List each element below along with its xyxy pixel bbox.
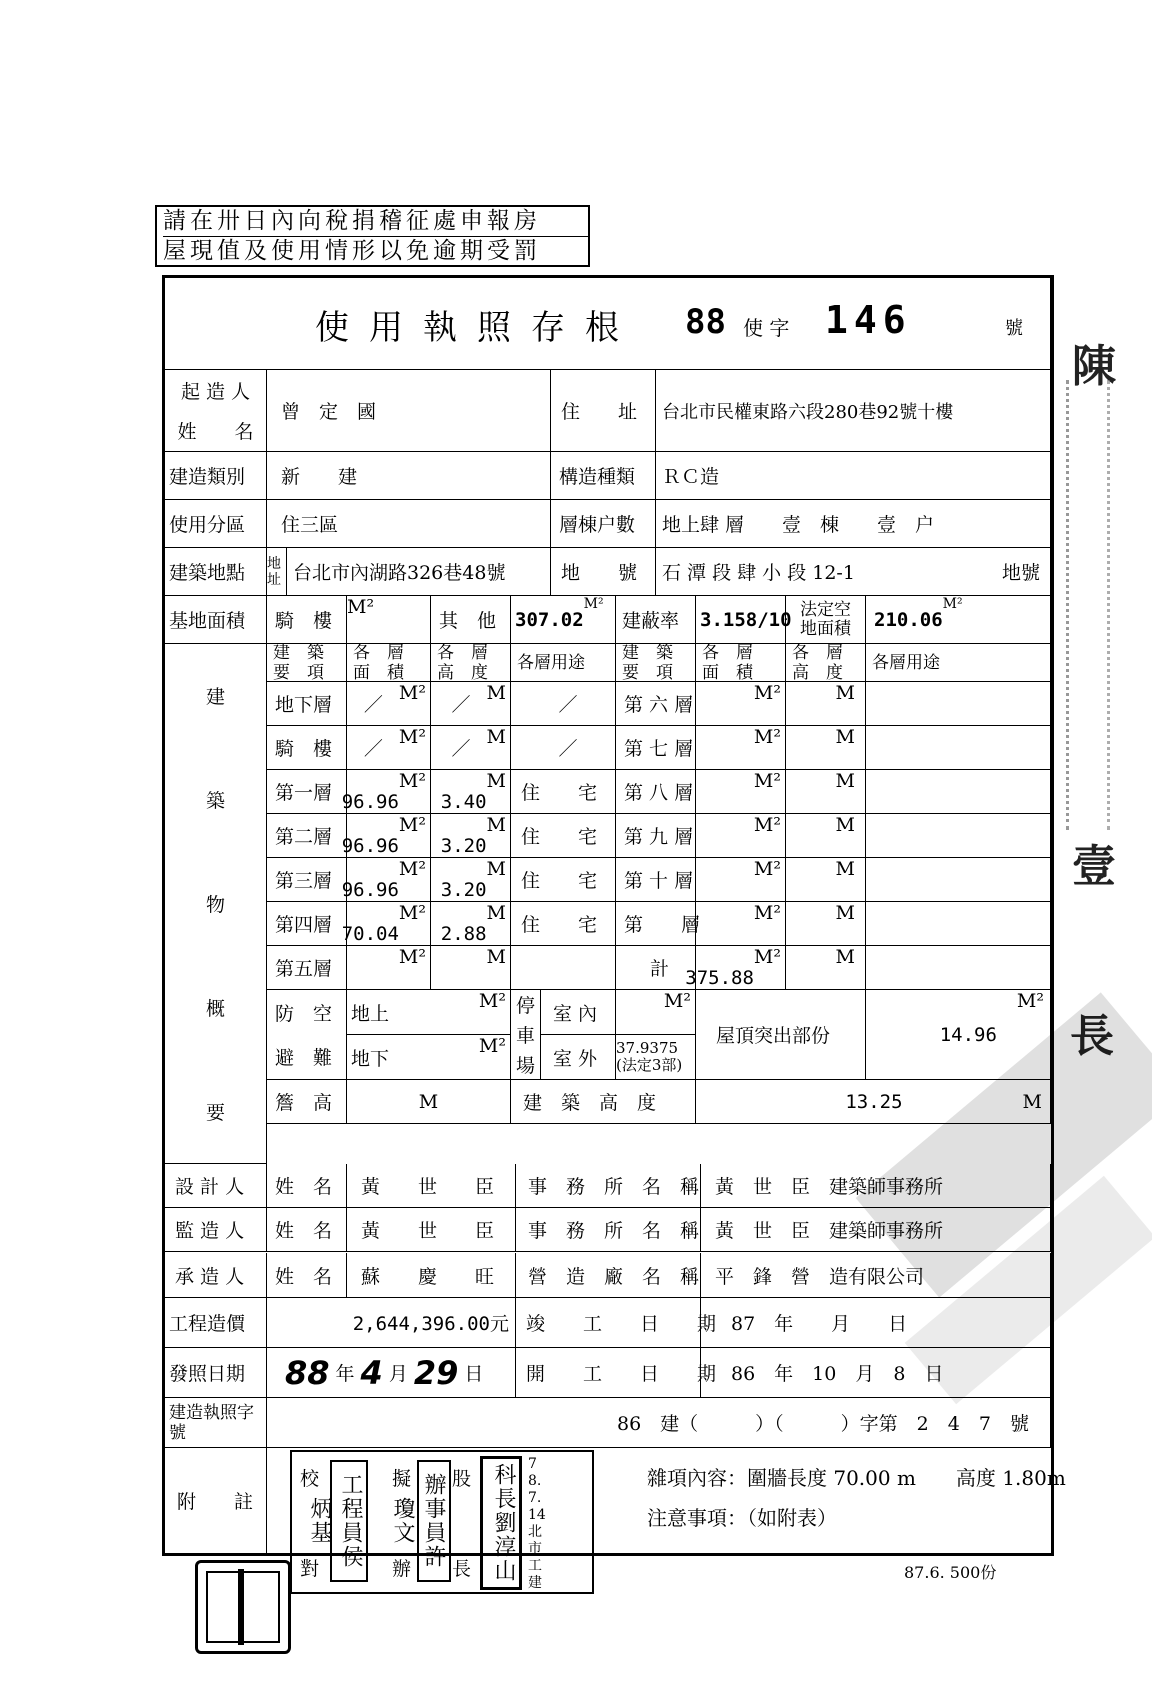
floor-area-value: 96.96 [341,791,399,813]
total-area-value: 375.88 [685,967,754,989]
floor-area [347,726,431,770]
person-role-label: 監 造 人 [165,1208,267,1252]
floor-use [511,946,616,990]
column-header: 各 層 高 度 [431,644,511,682]
completion-date: 87 年 月 日 [701,1298,1051,1348]
person-name: 蘇 慶 旺 [347,1253,516,1298]
floor-use-right [866,682,1051,726]
floor-area [341,814,431,858]
floor-height-right [786,770,866,814]
floor-label: 地下層 [267,682,347,726]
roof-area-value: 14.96 [939,1023,997,1046]
address-label: 住 址 [551,370,656,452]
floor-height-value: 3.20 [440,879,487,901]
unit-m2: M² [583,596,604,612]
floor-height [431,858,511,902]
shelter-text: 防 空 [275,1002,333,1025]
floors-value: 地上肆 層 壹 棟 壹 户 [656,500,1051,548]
permit-no-label: 建造執照字 號 [165,1398,267,1448]
notice-line-2: 屋現值及使用情形以免逾期受罰 [163,236,588,266]
unit-m: M [486,946,506,968]
issue-date-yt: 年 [335,1363,355,1385]
margin-char: 長 [1070,1011,1114,1062]
margin-char: 壹 [1072,841,1116,892]
office-label: 事 務 所 名 稱 [516,1208,701,1252]
open-space-label [786,596,866,644]
lot-cell [656,548,1051,596]
builder-address: 台北市民權東路六段280巷92號十樓 [656,370,1051,452]
floor-height-right [786,814,866,858]
unit-m: M [1022,1090,1042,1113]
unit-m2: M² [753,770,781,792]
unit-m: M [835,946,855,968]
floor-area-right [685,946,786,990]
floor-label: 騎 樓 [267,726,347,770]
below-label: 地下 [351,1047,390,1070]
issue-date-label: 發照日期 [165,1348,267,1398]
floor-use: 住 宅 [511,814,616,858]
unit-m2: M² [398,902,426,924]
office-label: 事 務 所 名 稱 [516,1164,701,1208]
unit-m: M [835,682,855,704]
unit-m2: M² [347,596,375,618]
floor-area-right [696,814,786,858]
floor-area [347,946,431,990]
unit-m2: M² [753,726,781,748]
floor-use: ／ [511,726,616,770]
seal-label-chief: 長 [452,1558,472,1580]
unit-m: M [835,814,855,836]
office-name: 平 鋒 營 造有限公司 [701,1253,1051,1298]
side-char: 築 [205,790,225,813]
parking-label [511,990,541,1080]
floor-label: 第五層 [267,946,347,990]
unit-m: M [835,770,855,792]
type-value: 新 建 [267,452,551,500]
floor-label-right: 第 六 層 [616,682,696,726]
floor-height [431,770,511,814]
arcade-label: 騎 樓 [267,596,347,644]
floor-label-right: 第 九 層 [616,814,696,858]
unit-m2: M² [478,1035,506,1057]
floor-height-value: ／ [451,694,471,716]
official-stamp-icon [195,1560,291,1654]
floor-height [431,814,511,858]
floor-label: 第一層 [267,770,347,814]
unit-m2: M² [663,990,691,1012]
side-char: 要 [205,1101,225,1124]
floor-height [431,726,511,770]
open-label-2: 地面積 [800,618,851,639]
floors-label: 層棟户數 [551,500,656,548]
seal-label-section: 股 [452,1468,472,1490]
approval-seals [290,1450,594,1594]
form-title: 使用執照存根 [315,308,639,348]
overview-side-label [165,644,267,1164]
open-space-area [866,596,1051,644]
unit-m: M [835,858,855,880]
eaves-label: 簷 高 [267,1080,347,1124]
other-label: 其 他 [431,596,511,644]
start-date-label: 開 工 日 期 [516,1348,701,1398]
issue-date-d: 29 [413,1353,459,1392]
side-char: 概 [205,997,225,1020]
unit-m: M [418,1090,439,1113]
floor-area-value: ／ [363,738,383,760]
floor-label: 第三層 [267,858,347,902]
unit-m2: M² [753,946,781,968]
name-label: 姓 名 [267,1208,347,1252]
floor-label: 第四層 [267,902,347,946]
completion-date-label: 竣 工 日 期 [516,1298,701,1348]
issue-date-mt: 月 [388,1363,408,1385]
floor-height-right [786,902,866,946]
floor-area-right [696,726,786,770]
floor-area-value: ／ [363,694,383,716]
floor-use-right [866,814,1051,858]
attention-note: 注意事項：（如附表） [647,1506,837,1530]
floor-area-right [696,770,786,814]
parking-char: 車 [515,1024,535,1047]
column-header: 各 層 高 度 [786,644,866,682]
type-label: 建造類別 [165,452,267,500]
floor-use: 住 宅 [511,858,616,902]
unit-m: M [486,726,506,748]
person-role-label: 承 造 人 [165,1253,267,1298]
floor-use: ／ [511,682,616,726]
floor-height-right [786,726,866,770]
seal-clerk: 辦事員許瓊文 [417,1460,451,1582]
floor-label-right: 計 [616,946,696,990]
floor-height-right [786,682,866,726]
person-name: 黃 世 臣 [347,1208,516,1252]
notice-line-1: 請在卅日內向稅捐稽征處申報房 [163,208,541,234]
unit-m2: M² [398,682,426,704]
floor-label-right: 第 層 [616,902,696,946]
eaves-height [347,1080,511,1124]
office-name: 黃 世 臣 建築師事務所 [701,1208,1051,1252]
seal-engineer: 工程員侯炳基 [330,1460,368,1582]
unit-m: M [486,770,506,792]
unit-m2: M² [398,946,426,968]
unit-m2: M² [753,814,781,836]
cost-label: 工程造價 [165,1298,267,1348]
building-height-label: 建 築 高 度 [511,1080,696,1124]
unit-m2: M² [1016,990,1044,1012]
column-header: 建 築 要 項 [616,644,696,682]
floor-area-value: 96.96 [341,835,399,857]
unit-m2: M² [398,814,426,836]
indoor-area [616,990,696,1035]
other-area-value: 307.02 [515,608,584,631]
floor-use-right [866,770,1051,814]
tax-notice [155,205,590,267]
column-header: 各 層 面 積 [347,644,431,682]
margin-char: 陳 [1072,341,1116,392]
start-date: 86 年 10 月 8 日 [701,1348,1051,1398]
floor-label-right: 第 八 層 [616,770,696,814]
floor-area [341,902,431,946]
floor-height [431,946,511,990]
floor-label-right: 第 十 層 [616,858,696,902]
floor-height-right [786,858,866,902]
floor-height [431,902,511,946]
floor-height-value: 2.88 [440,923,487,945]
outdoor-area [616,1035,696,1080]
builder-label [165,370,267,452]
floor-area [341,858,431,902]
column-header: 各層用途 [866,644,1051,682]
unit-m: M [486,902,506,924]
permit-stub-form [162,275,1066,1556]
shelter-above [347,990,511,1035]
seal-label-handle: 辦 [392,1558,412,1580]
coverage-label: 建蔽率 [616,596,696,644]
name-label: 姓 名 [267,1253,347,1298]
lot-value: 石 潭 段 肆 小 段 12-1 [662,562,855,584]
column-header: 建 築 要 項 [267,644,347,682]
coverage-ratio: 3.158/10 [696,596,786,644]
print-info: 87.6. 500份 [904,1563,997,1582]
side-char: 建 [205,686,225,709]
structure-value: ＲＣ造 [656,452,1051,500]
form-code: 78.7.14 北市工建 [528,1456,546,1591]
open-label-1: 法定空 [800,599,851,620]
floor-use-right [866,902,1051,946]
site-address: 台北市內湖路326巷48號 [287,548,551,596]
floor-label-right: 第 七 層 [616,726,696,770]
seal-chief: 科長劉淳山 [480,1456,522,1590]
arcade-area [347,596,431,644]
seal-label-check-2: 對 [300,1558,320,1580]
structure-label: 構造種類 [551,452,656,500]
lot-suffix: 地號 [1001,562,1040,584]
unit-m: M [835,902,855,924]
open-area-value: 210.06 [874,608,943,631]
office-name: 黃 世 臣 建築師事務所 [701,1164,1051,1208]
cost-value: 2,644,396.00元 [267,1298,516,1348]
builder-label-2: 姓 名 [177,421,254,444]
floor-use-right [866,726,1051,770]
floor-area-value: 70.04 [341,923,399,945]
lot-label: 地 號 [551,548,656,596]
misc-content: 雜項內容：圍牆長度 70.00 m 高度 1.80m [647,1466,1066,1490]
floor-use: 住 宅 [511,770,616,814]
builder-label-1: 起 造 人 [180,380,251,403]
outdoor-note: (法定3部) [616,1056,683,1074]
indoor-label: 室 內 [541,990,616,1035]
site-label: 建築地點 [165,548,267,596]
builder-name: 曾 定 國 [267,370,551,452]
permit-mid: 使 字 [743,316,790,340]
notes-label: 附 註 [165,1448,267,1553]
outdoor-area-value: 37.9375 [616,1039,679,1057]
parking-char: 場 [515,1054,535,1077]
seal-label-draft: 擬 [392,1468,412,1490]
title-row [165,278,1051,370]
floor-height [431,682,511,726]
unit-m2: M² [398,858,426,880]
zone-value: 住三區 [267,500,551,548]
unit-m: M [835,726,855,748]
floor-height-value: 3.40 [440,791,487,813]
unit-m2: M² [478,990,506,1012]
permit-number: 146 [825,298,912,342]
unit-m2: M² [398,770,426,792]
shelter-label [267,990,347,1080]
column-header: 各 層 面 積 [696,644,786,682]
floor-height-value: 3.20 [440,835,487,857]
side-char: 物 [205,893,225,916]
other-area [511,596,616,644]
floor-height-value: ／ [451,738,471,760]
roof-label: 屋頂突出部份 [696,990,866,1080]
unit-m2: M² [753,858,781,880]
issue-date [267,1348,516,1398]
shelter-below [347,1035,511,1080]
unit-m: M [486,858,506,880]
name-label: 姓 名 [267,1164,347,1208]
floor-use-right [866,858,1051,902]
floor-area-right [696,682,786,726]
floor-label: 第二層 [267,814,347,858]
unit-m2: M² [753,902,781,924]
unit-m: M [486,814,506,836]
unit-m2: M² [942,596,963,612]
seal-label-check: 校 [300,1468,320,1490]
floor-use-right [866,946,1051,990]
above-label: 地上 [351,1002,390,1025]
margin-stamp-bar [1066,380,1110,830]
person-role-label: 設 計 人 [165,1164,267,1208]
refuge-text: 避 難 [275,1047,333,1070]
floor-area-right [696,858,786,902]
floor-area [341,770,431,814]
outdoor-label: 室 外 [541,1035,616,1080]
permit-suffix: 號 [1005,318,1023,339]
floor-area-right [696,902,786,946]
floor-height-right [786,946,866,990]
permit-no-value: 86 建（ ）（ ）字第 2 4 7 號 [267,1398,1051,1448]
permit-year: 88 [685,302,726,342]
building-height-value: 13.25 [845,1090,903,1113]
parking-char: 停 [515,995,535,1018]
issue-date-dt: 日 [464,1363,484,1385]
unit-m: M [486,682,506,704]
floor-area [347,682,431,726]
floor-use: 住 宅 [511,902,616,946]
unit-m2: M² [753,682,781,704]
office-label: 營 造 廠 名 稱 [516,1253,701,1298]
site-addr-tag: 地址 [267,548,287,596]
column-header: 各層用途 [511,644,616,682]
floor-area-value: 96.96 [341,879,399,901]
zone-label: 使用分區 [165,500,267,548]
issue-date-m: 4 [360,1353,383,1392]
person-name: 黃 世 臣 [347,1164,516,1208]
area-label: 基地面積 [165,596,267,644]
unit-m2: M² [398,726,426,748]
issue-date-y: 88 [285,1353,330,1392]
